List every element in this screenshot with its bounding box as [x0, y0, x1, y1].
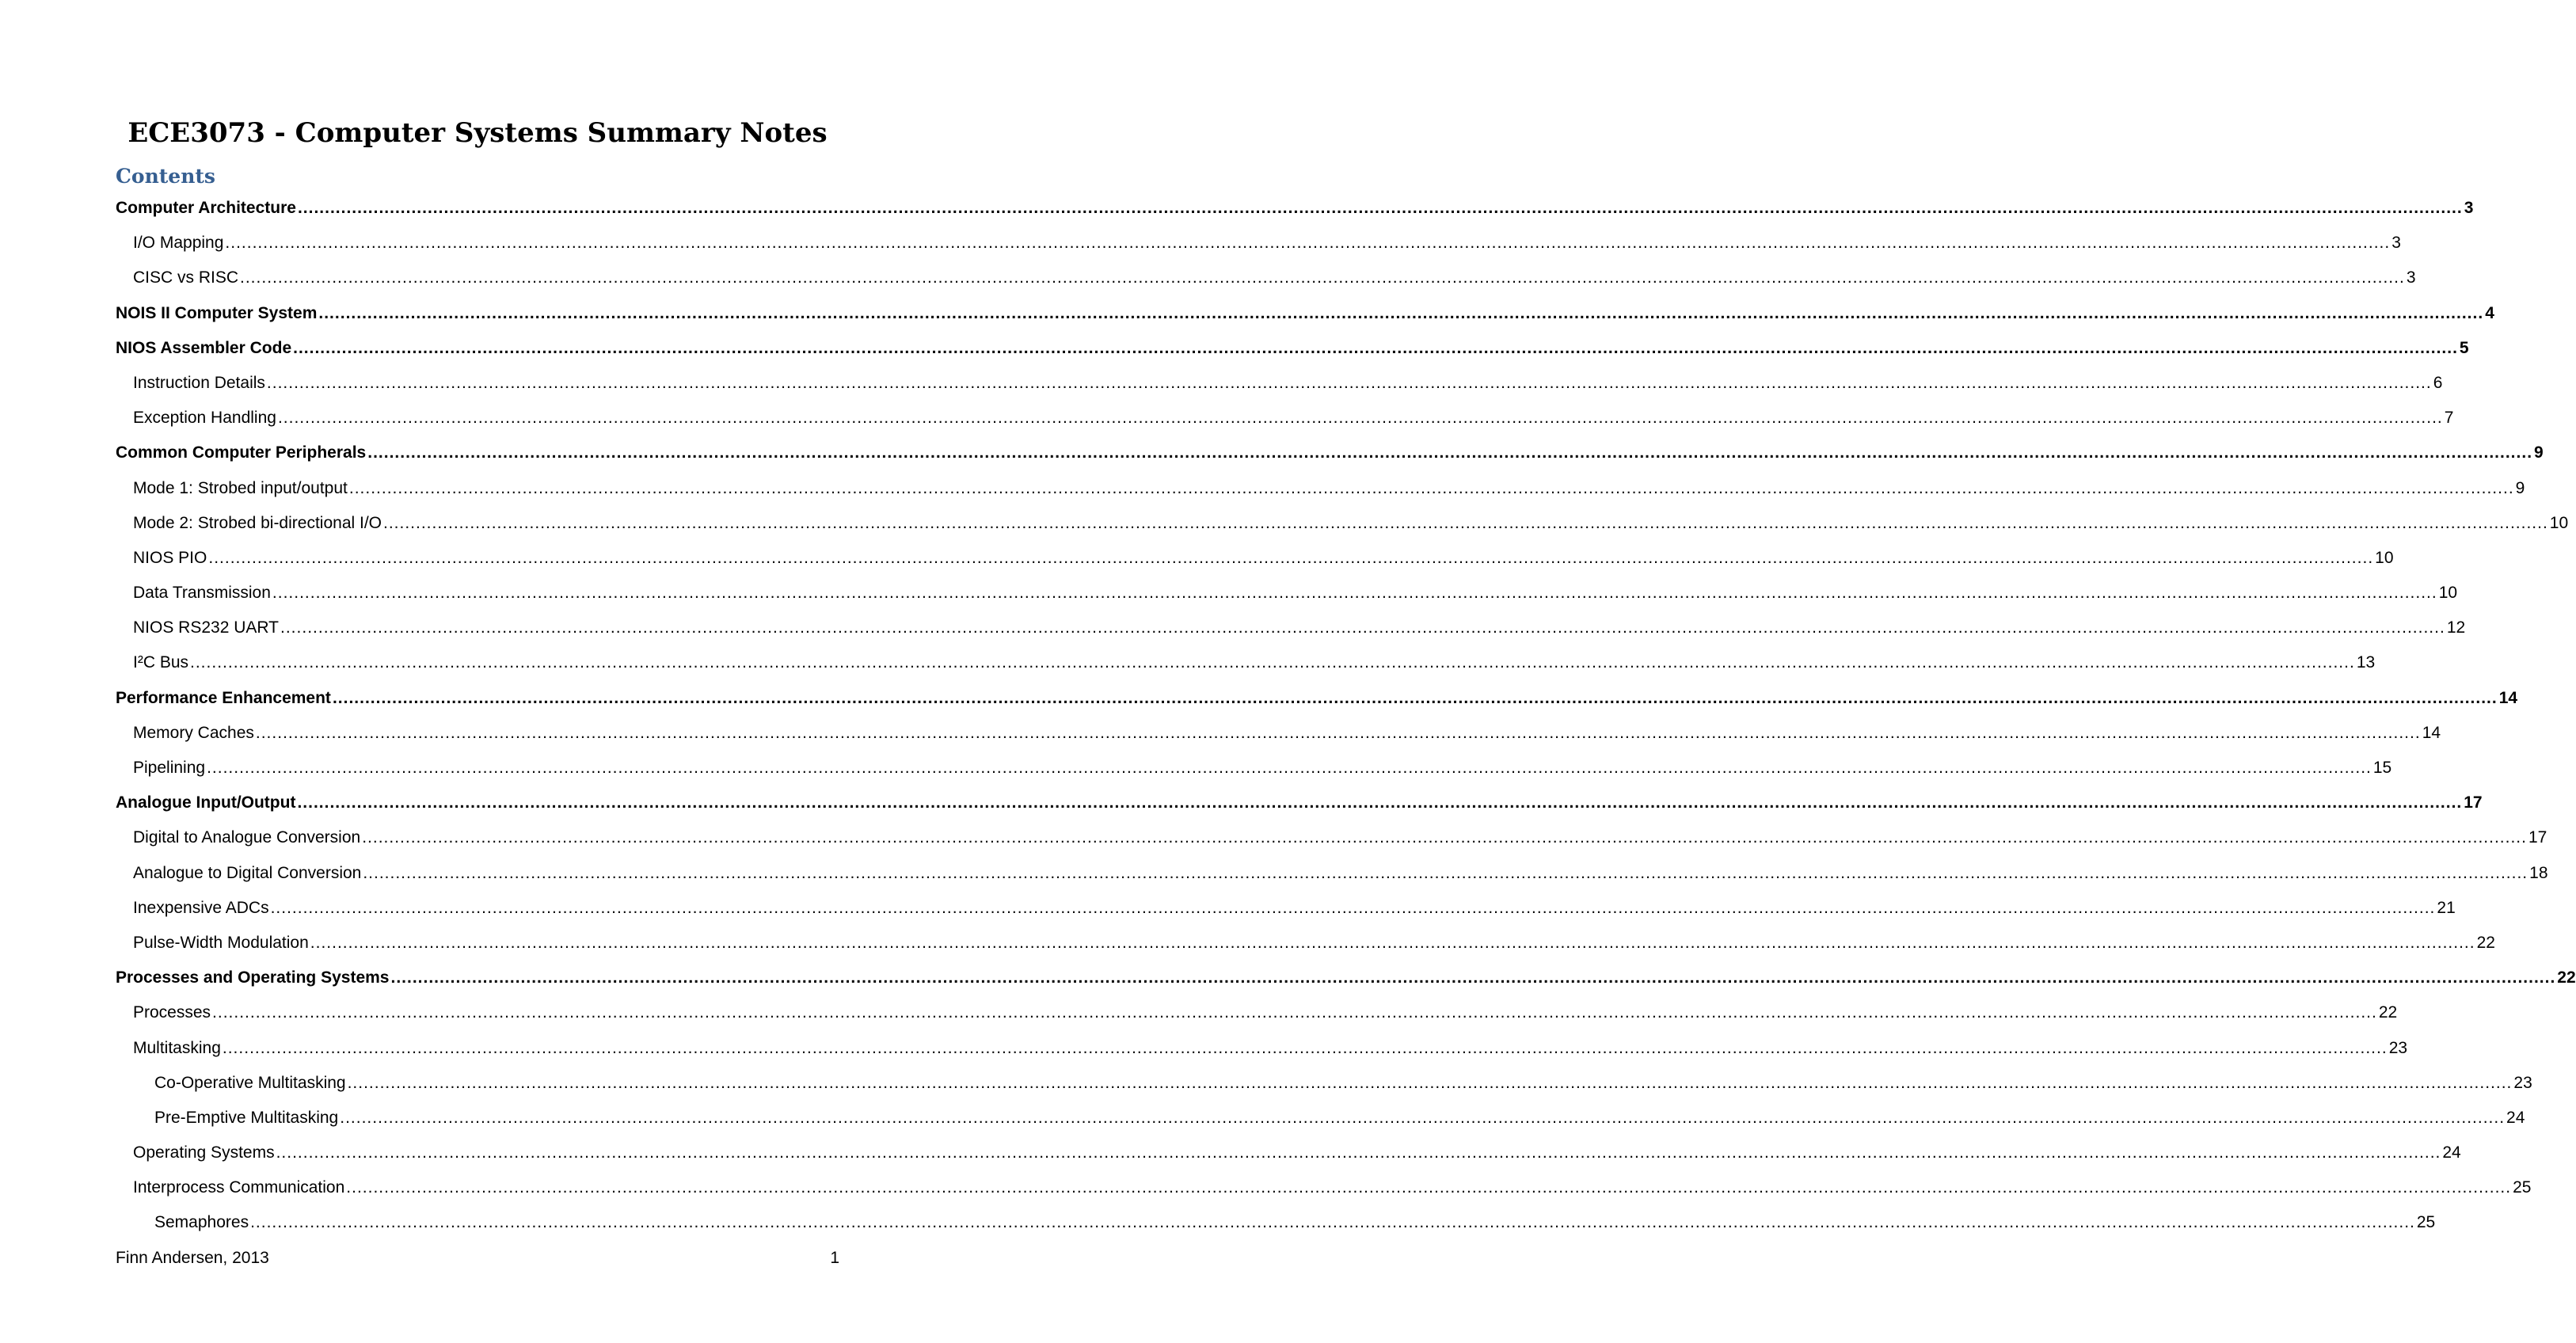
toc-entry-page: 15 [2372, 759, 2392, 777]
toc-entry[interactable] [116, 1170, 2532, 1205]
toc-entry-page: 4 [2485, 303, 2494, 322]
toc-entry-title: NIOS Assembler Code [116, 338, 292, 357]
toc-entry[interactable] [116, 716, 2441, 751]
contents-heading: Contents [116, 165, 216, 188]
toc-entry-title: Multitasking [133, 1038, 221, 1057]
toc-dot-leader: ................................................................................................................................................................................................................................................................................................................................................................................................................ [363, 863, 2528, 882]
toc-entry[interactable] [116, 891, 2456, 926]
toc-entry-title: Interprocess Communication [133, 1178, 345, 1197]
toc-dot-leader: ................................................................................................................................................................................................................................................................................................................................................................................................................ [293, 338, 2458, 357]
toc-entry-title: Memory Caches [133, 723, 254, 742]
toc-entry-page: 22 [2378, 1003, 2398, 1022]
toc-entry[interactable] [116, 820, 2547, 855]
toc-entry-title: Analogue Input/Output [116, 793, 296, 812]
toc-dot-leader: ................................................................................................................................................................................................................................................................................................................................................................................................................ [276, 1143, 2441, 1162]
toc-dot-leader: ................................................................................................................................................................................................................................................................................................................................................................................................................ [280, 618, 2445, 637]
toc-entry[interactable] [116, 541, 2394, 576]
toc-entry[interactable] [116, 1031, 2408, 1066]
toc-entry[interactable] [116, 436, 2544, 470]
toc-entry[interactable] [116, 751, 2392, 786]
toc-entry-title: Mode 2: Strobed bi-directional I/O [133, 513, 382, 532]
toc-entry[interactable] [116, 331, 2469, 366]
footer-author: Finn Andersen, 2013 [116, 1249, 269, 1267]
toc-entry-page: 23 [2513, 1073, 2532, 1092]
toc-dot-leader: ................................................................................................................................................................................................................................................................................................................................................................................................................ [346, 1178, 2512, 1197]
toc-entry-title: Exception Handling [133, 409, 276, 428]
toc-entry[interactable] [116, 1205, 2436, 1240]
toc-entry-page: 13 [2356, 653, 2376, 672]
toc-entry-title: Processes [133, 1003, 211, 1022]
toc-dot-leader: ................................................................................................................................................................................................................................................................................................................................................................................................................ [367, 443, 2533, 462]
toc-entry-page: 5 [2459, 338, 2469, 357]
toc-dot-leader: ................................................................................................................................................................................................................................................................................................................................................................................................................ [212, 1003, 2377, 1022]
toc-entry-title: Pulse-Width Modulation [133, 933, 309, 952]
toc-dot-leader: ................................................................................................................................................................................................................................................................................................................................................................................................................ [207, 759, 2372, 777]
toc-entry-title: Performance Enhancement [116, 688, 331, 707]
toc-entry[interactable] [116, 926, 2495, 961]
toc-entry[interactable] [116, 471, 2525, 506]
toc-entry[interactable] [116, 645, 2376, 680]
toc-entry-title: Digital to Analogue Conversion [133, 828, 361, 847]
toc-entry[interactable] [116, 1101, 2525, 1136]
toc-entry-page: 14 [2498, 688, 2518, 707]
toc-entry-page: 25 [2416, 1213, 2436, 1232]
toc-dot-leader: ................................................................................................................................................................................................................................................................................................................................................................................................................ [272, 584, 2437, 603]
toc-entry-page: 24 [2506, 1108, 2525, 1127]
toc-entry-title: Inexpensive ADCs [133, 898, 269, 917]
toc-entry[interactable] [116, 261, 2416, 295]
toc-dot-leader: ................................................................................................................................................................................................................................................................................................................................................................................................................ [222, 1038, 2388, 1057]
toc-entry-title: I²C Bus [133, 653, 189, 672]
toc-dot-leader: ................................................................................................................................................................................................................................................................................................................................................................................................................ [190, 653, 2355, 672]
toc-entry[interactable] [116, 401, 2454, 436]
toc-dot-leader: ................................................................................................................................................................................................................................................................................................................................................................................................................ [297, 199, 2463, 217]
toc-dot-leader: ................................................................................................................................................................................................................................................................................................................................................................................................................ [347, 1073, 2513, 1092]
toc-dot-leader: ................................................................................................................................................................................................................................................................................................................................................................................................................ [297, 793, 2463, 812]
toc-entry-page: 21 [2437, 898, 2456, 917]
toc-entry-title: Analogue to Digital Conversion [133, 863, 362, 882]
toc-entry-page: 22 [2557, 968, 2576, 987]
table-of-contents [116, 191, 2576, 1241]
toc-entry-title: Mode 1: Strobed input/output [133, 478, 348, 497]
toc-entry-page: 9 [2534, 443, 2544, 462]
toc-dot-leader: ................................................................................................................................................................................................................................................................................................................................................................................................................ [250, 1213, 2415, 1232]
footer-page-number: 1 [830, 1249, 839, 1267]
toc-entry-title: Instruction Details [133, 373, 265, 392]
toc-dot-leader: ................................................................................................................................................................................................................................................................................................................................................................................................................ [240, 268, 2405, 287]
toc-entry[interactable] [116, 786, 2483, 820]
toc-entry-page: 3 [2406, 268, 2416, 287]
toc-entry[interactable] [116, 1066, 2532, 1101]
toc-entry-page: 10 [2438, 584, 2458, 603]
toc-entry-page: 9 [2515, 478, 2525, 497]
toc-dot-leader: ................................................................................................................................................................................................................................................................................................................................................................................................................ [266, 373, 2432, 392]
toc-dot-leader: ................................................................................................................................................................................................................................................................................................................................................................................................................ [348, 478, 2514, 497]
toc-entry-page: 6 [2433, 373, 2443, 392]
toc-entry-title: CISC vs RISC [133, 268, 239, 287]
toc-entry[interactable] [116, 506, 2569, 541]
toc-entry[interactable] [116, 366, 2443, 401]
toc-dot-leader: ................................................................................................................................................................................................................................................................................................................................................................................................................ [332, 688, 2498, 707]
toc-dot-leader: ................................................................................................................................................................................................................................................................................................................................................................................................................ [277, 409, 2443, 428]
toc-entry-title: Computer Architecture [116, 199, 296, 217]
toc-entry-page: 14 [2422, 723, 2441, 742]
toc-entry[interactable] [116, 576, 2458, 611]
toc-entry-page: 17 [2528, 828, 2547, 847]
toc-entry[interactable] [116, 611, 2466, 645]
toc-entry[interactable] [116, 296, 2494, 331]
toc-dot-leader: ................................................................................................................................................................................................................................................................................................................................................................................................................ [340, 1108, 2506, 1127]
toc-dot-leader: ................................................................................................................................................................................................................................................................................................................................................................................................................ [383, 513, 2548, 532]
page-footer [116, 1246, 839, 1270]
toc-entry[interactable] [116, 1136, 2461, 1170]
toc-entry[interactable] [116, 961, 2576, 995]
toc-dot-leader: ................................................................................................................................................................................................................................................................................................................................................................................................................ [270, 898, 2436, 917]
toc-entry-title: NOIS II Computer System [116, 303, 318, 322]
toc-entry[interactable] [116, 995, 2398, 1030]
toc-entry-title: Common Computer Peripherals [116, 443, 367, 462]
toc-entry-title: Pipelining [133, 759, 206, 777]
toc-entry-page: 12 [2446, 618, 2466, 637]
toc-dot-leader: ................................................................................................................................................................................................................................................................................................................................................................................................................ [318, 303, 2484, 322]
toc-entry-page: 10 [2375, 548, 2394, 567]
toc-dot-leader: ................................................................................................................................................................................................................................................................................................................................................................................................................ [208, 548, 2374, 567]
toc-entry-title: Pre-Emptive Multitasking [154, 1108, 339, 1127]
toc-dot-leader: ................................................................................................................................................................................................................................................................................................................................................................................................................ [310, 933, 2475, 952]
toc-entry-title: Semaphores [154, 1213, 249, 1232]
toc-dot-leader: ................................................................................................................................................................................................................................................................................................................................................................................................................ [390, 968, 2556, 987]
toc-dot-leader: ................................................................................................................................................................................................................................................................................................................................................................................................................ [225, 234, 2391, 253]
toc-entry-page: 23 [2388, 1038, 2408, 1057]
toc-entry[interactable] [116, 681, 2518, 716]
toc-entry-title: NIOS RS232 UART [133, 618, 280, 637]
toc-entry-page: 3 [2464, 199, 2474, 217]
toc-dot-leader: ................................................................................................................................................................................................................................................................................................................................................................................................................ [362, 828, 2527, 847]
document-title: ECE3073 - Computer Systems Summary Notes [127, 117, 828, 149]
toc-entry[interactable] [116, 191, 2474, 226]
toc-entry-page: 24 [2442, 1143, 2461, 1162]
toc-dot-leader: ................................................................................................................................................................................................................................................................................................................................................................................................................ [255, 723, 2421, 742]
toc-entry-title: NIOS PIO [133, 548, 207, 567]
toc-entry-title: Data Transmission [133, 584, 271, 603]
toc-entry-page: 18 [2529, 863, 2548, 882]
toc-entry-title: I/O Mapping [133, 234, 224, 253]
toc-entry-page: 10 [2549, 513, 2569, 532]
toc-entry[interactable] [116, 856, 2548, 891]
toc-entry-title: Co-Operative Multitasking [154, 1073, 346, 1092]
toc-entry-title: Processes and Operating Systems [116, 968, 390, 987]
toc-entry[interactable] [116, 226, 2401, 261]
toc-entry-page: 3 [2391, 234, 2401, 253]
toc-entry-page: 25 [2513, 1178, 2532, 1197]
toc-entry-page: 22 [2476, 933, 2495, 952]
toc-entry-page: 7 [2444, 409, 2454, 428]
toc-entry-title: Operating Systems [133, 1143, 275, 1162]
toc-entry-page: 17 [2464, 793, 2483, 812]
